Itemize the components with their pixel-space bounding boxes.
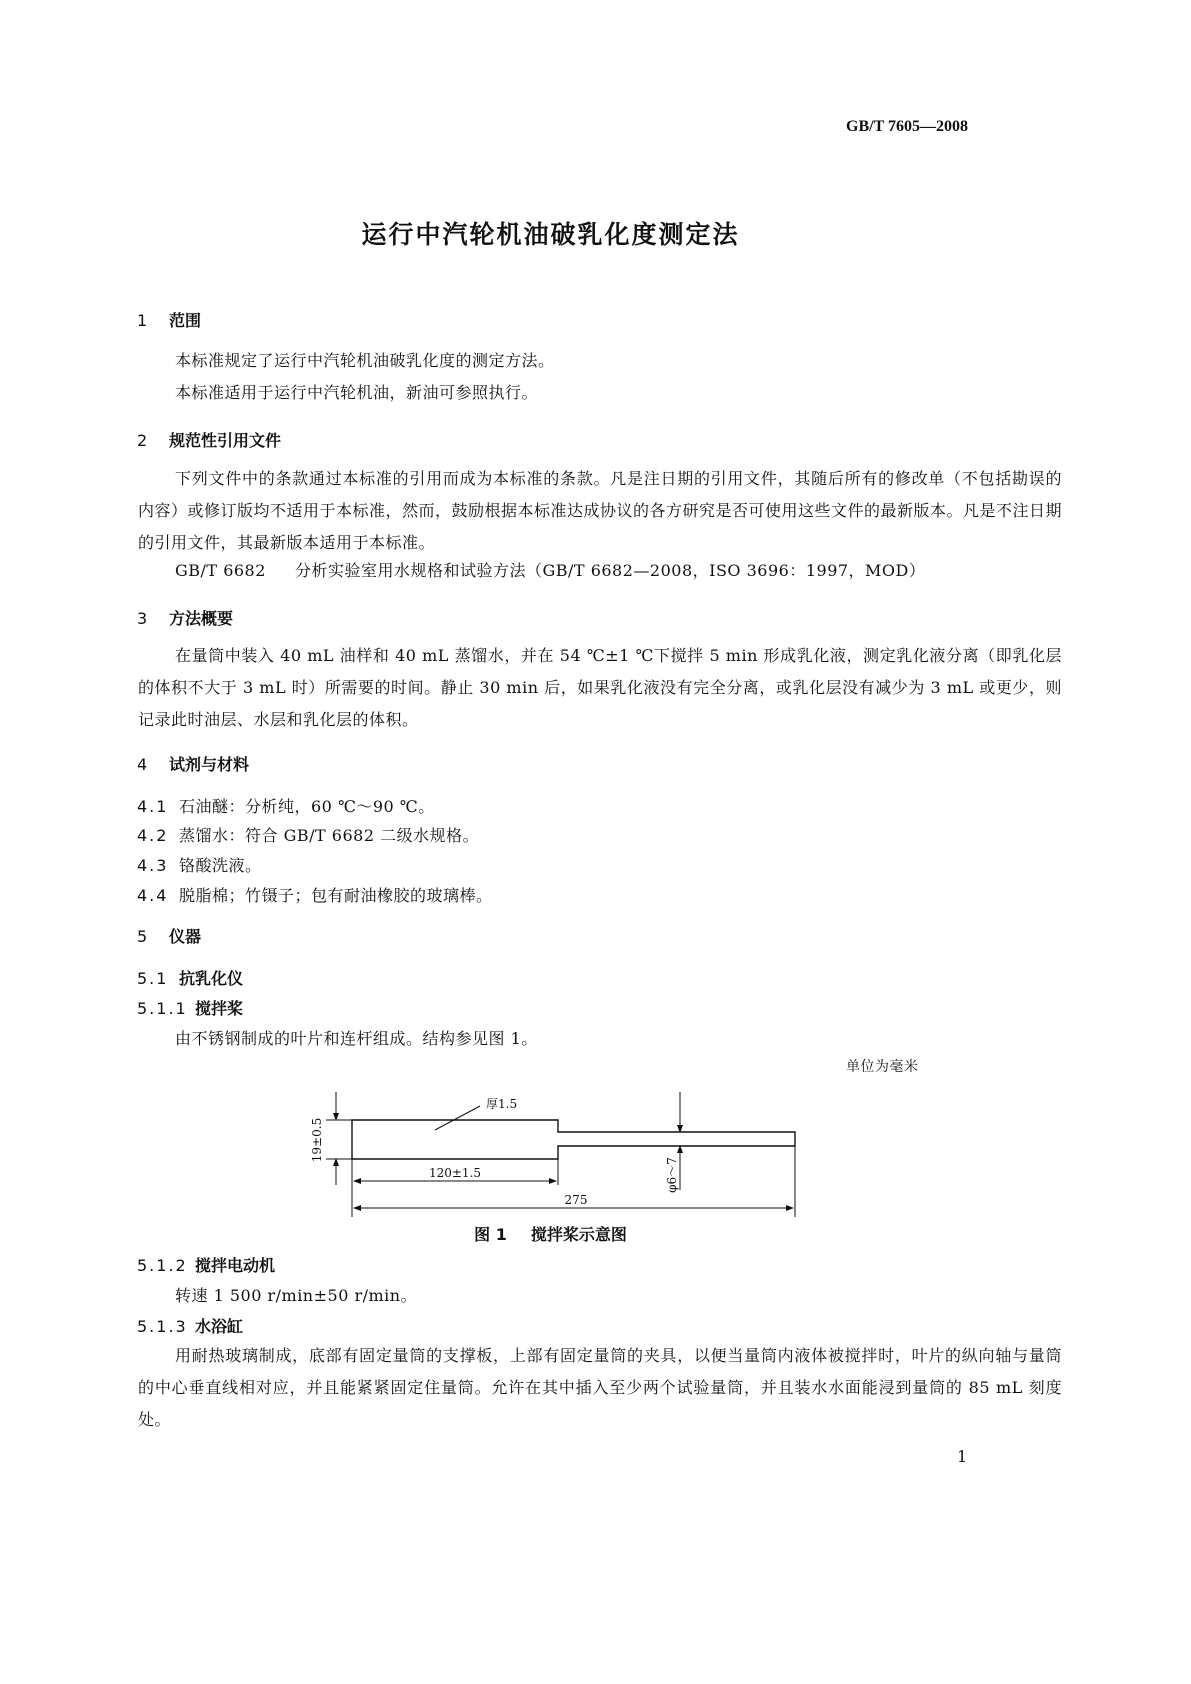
- section-2-heading: [137, 428, 281, 451]
- reagent-item-4-4: 4.4 脱脂棉；竹镊子；包有耐油橡胶的玻璃棒。: [137, 886, 493, 905]
- blade-length-label: 120±1.5: [428, 1166, 482, 1180]
- figure-caption: [0, 1222, 1101, 1245]
- section-5-1-heading: 5.1 抗乳化仪: [137, 969, 244, 988]
- section-title: 规范性引用文件: [169, 431, 282, 450]
- standard-number: GB/T 7605—2008: [846, 118, 968, 135]
- section-number: 5: [137, 927, 148, 946]
- paddle-outline: [352, 1120, 795, 1159]
- page-number: 1: [957, 1447, 968, 1466]
- section-title: 范围: [169, 311, 202, 330]
- section-4-heading: [137, 752, 249, 775]
- rod-diameter-label: φ6～7: [665, 1157, 679, 1193]
- reagent-item-4-2: 4.2 蒸馏水：符合 GB/T 6682 二级水规格。: [137, 826, 480, 845]
- section-number: 3: [137, 609, 148, 628]
- section-number: 4: [137, 755, 148, 774]
- section-5-1-1-heading: 5.1.1 搅拌桨: [137, 999, 244, 1018]
- unit-note: 单位为毫米: [846, 1059, 919, 1075]
- references-paragraph: 下列文件中的条款通过本标准的引用而成为本标准的条款。凡是注日期的引用文件，其随后所有的修改单（不包括勘误的内容）或修订版均不适用于本标准，然而，鼓励根据本标准达成协议的各方研究是否可使用这些文件的最新版本。凡是不注日期的引用文件，其最新版本适用于本标准。: [138, 469, 1063, 552]
- scope-line-1: 本标准规定了运行中汽轮机油破乳化度的测定方法。: [175, 351, 555, 370]
- reference-code: GB/T 6682: [175, 561, 266, 580]
- section-5-heading: [137, 924, 201, 947]
- section-title: 试剂与材料: [169, 755, 250, 774]
- stirrer-description: 由不锈钢制成的叶片和连杆组成。结构参见图 1。: [175, 1029, 538, 1048]
- section-5-1-3-heading: 5.1.3 水浴缸: [137, 1317, 244, 1336]
- section-1-heading: [137, 308, 201, 331]
- section-5-1-2-heading: 5.1.2 搅拌电动机: [137, 1256, 276, 1275]
- reference-text: 分析实验室用水规格和试验方法（GB/T 6682—2008，ISO 3696：1997，MOD）: [295, 561, 926, 580]
- water-bath-paragraph: 用耐热玻璃制成，底部有固定量筒的支撑板，上部有固定量筒的夹具，以便当量筒内液体被搅拌时，叶片的纵向轴与量筒的中心垂直线相对应，并且能紧紧固定住量筒。允许在其中插入至少两个试验量筒，并且装水水面能浸到量筒的 85 mL 刻度处。: [138, 1346, 1062, 1429]
- total-length-label: 275: [564, 1193, 588, 1207]
- reagent-item-4-3: 4.3 铬酸洗液。: [137, 856, 262, 875]
- scope-line-2: 本标准适用于运行中汽轮机油，新油可参照执行。: [175, 383, 539, 402]
- page-title: 运行中汽轮机油破乳化度测定法: [361, 220, 740, 249]
- section-title: 仪器: [169, 927, 202, 946]
- section-3-heading: [137, 606, 233, 629]
- thickness-label: 厚1.5: [486, 1097, 518, 1111]
- section-title: 方法概要: [169, 609, 234, 628]
- figure-number: 图 1: [474, 1225, 507, 1244]
- thickness-leader: [435, 1106, 480, 1130]
- method-summary-paragraph: 在量筒中装入 40 mL 油样和 40 mL 蒸馏水，并在 54 ℃±1 ℃下搅拌 5 min 形成乳化液，测定乳化液分离（即乳化层的体积不大于 3 mL 时）所需要的时间。静止 30 min 后，如果乳化液没有完全分离，或乳化层没有减少为 3 mL 或更少，则记录此时油层、水层和乳化层的体积。: [138, 646, 1062, 729]
- section-number: 2: [137, 431, 148, 450]
- section-number: 1: [137, 311, 148, 330]
- stirrer-diagram: [300, 1080, 860, 1230]
- reference-item: [175, 558, 925, 581]
- motor-speed: 转速 1 500 r/min±50 r/min。: [175, 1286, 418, 1305]
- reagent-item-4-1: 4.1 石油醚：分析纯，60 ℃～90 ℃。: [137, 797, 435, 816]
- height-label: 19±0.5: [310, 1117, 324, 1163]
- figure-title: 搅拌桨示意图: [530, 1225, 627, 1244]
